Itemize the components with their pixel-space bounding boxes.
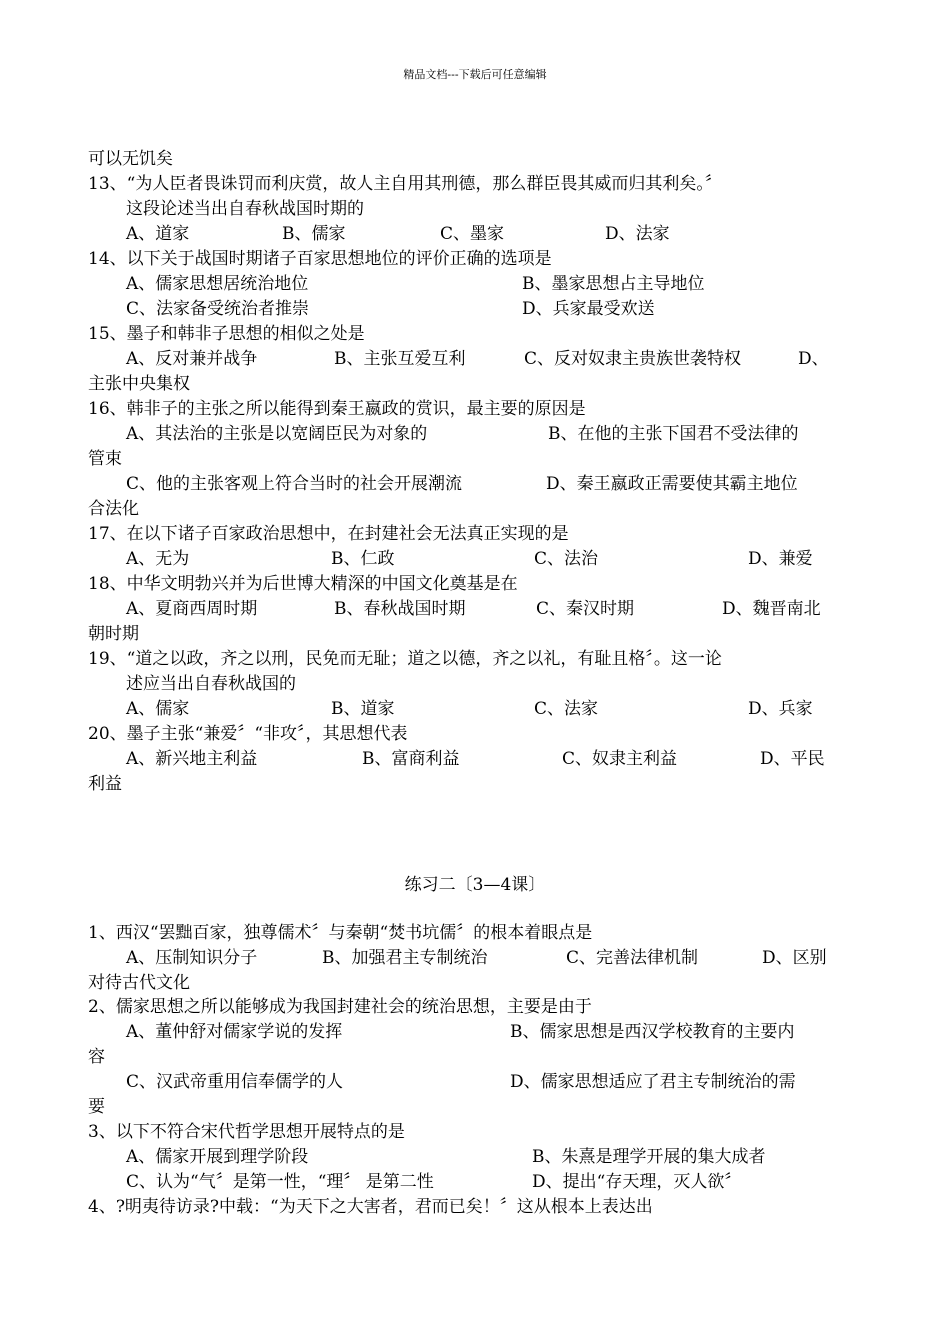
q20-option-d: D、平民 <box>760 749 825 769</box>
q19-stem: 19、“道之以政，齐之以刑，民免而无耻；道之以德，齐之以礼，有耻且格〞。这一论 <box>88 649 722 669</box>
q19-option-b: B、道家 <box>331 699 395 719</box>
p1-option-d-cont: 对待古代文化 <box>88 973 190 993</box>
p1-option-d: D、区别 <box>762 948 827 968</box>
q15-option-c: C、反对奴隶主贵族世袭特权 <box>524 349 742 369</box>
p3-stem: 3、以下不符合宋代哲学思想开展特点的是 <box>88 1122 405 1142</box>
p2-option-d-cont: 要 <box>88 1097 105 1117</box>
q13-stem-cont: 这段论述当出自春秋战国时期的 <box>126 199 364 219</box>
intro-tail: 可以无饥矣 <box>88 149 173 169</box>
q17-option-a: A、无为 <box>126 549 190 569</box>
q15-option-a: A、反对兼并战争 <box>126 349 258 369</box>
q17-option-d: D、兼爱 <box>748 549 813 569</box>
q16-option-d-cont: 合法化 <box>88 499 139 519</box>
q16-option-a: A、其法治的主张是以宽阔臣民为对象的 <box>126 424 428 444</box>
q13-option-d: D、法家 <box>605 224 670 244</box>
q16-stem: 16、韩非子的主张之所以能得到秦王嬴政的赏识，最主要的原因是 <box>88 399 586 419</box>
q19-option-c: C、法家 <box>534 699 599 719</box>
q13-option-a: A、道家 <box>126 224 190 244</box>
q14-option-c: C、法家备受统治者推崇 <box>126 299 310 319</box>
q18-stem: 18、中华文明勃兴并为后世博大精深的中国文化奠基是在 <box>88 574 518 594</box>
q20-option-b: B、富商利益 <box>362 749 460 769</box>
q16-option-b-cont: 管束 <box>88 449 122 469</box>
q15-option-b: B、主张互爱互利 <box>334 349 466 369</box>
q18-option-c: C、秦汉时期 <box>536 599 635 619</box>
q20-option-a: A、新兴地主利益 <box>126 749 258 769</box>
p2-option-d: D、儒家思想适应了君主专制统治的需 <box>510 1072 796 1092</box>
q17-stem: 17、在以下诸子百家政治思想中，在封建社会无法真正实现的是 <box>88 524 569 544</box>
q18-option-d: D、魏晋南北 <box>722 599 821 619</box>
p2-option-a: A、董仲舒对儒家学说的发挥 <box>126 1022 343 1042</box>
q18-option-a: A、夏商西周时期 <box>126 599 258 619</box>
p2-option-b: B、儒家思想是西汉学校教育的主要内 <box>510 1022 795 1042</box>
page-header: 精品文档---下载后可任意编辑 <box>403 68 547 81</box>
q17-option-b: B、仁政 <box>331 549 395 569</box>
q19-option-d: D、兵家 <box>748 699 813 719</box>
q17-option-c: C、法治 <box>534 549 599 569</box>
q16-option-b: B、在他的主张下国君不受法律的 <box>548 424 799 444</box>
p1-option-a: A、压制知识分子 <box>126 948 258 968</box>
q13-option-b: B、儒家 <box>282 224 346 244</box>
q14-option-b: B、墨家思想占主导地位 <box>522 274 705 294</box>
p2-option-b-cont: 容 <box>88 1047 105 1067</box>
p3-option-c: C、认为“气〞是第一性，“理〞 是第二性 <box>126 1172 434 1192</box>
q20-stem: 20、墨子主张“兼爱〞“非攻〞，其思想代表 <box>88 724 408 744</box>
p1-stem: 1、西汉“罢黜百家，独尊儒术〞与秦朝“焚书坑儒〞的根本着眼点是 <box>88 923 593 943</box>
p3-option-b: B、朱熹是理学开展的集大成者 <box>532 1147 766 1167</box>
p2-option-c: C、汉武帝重用信奉儒学的人 <box>126 1072 344 1092</box>
p4-stem: 4、?明夷待访录?中载：“为天下之大害者，君而已矣！〞这从根本上表达出 <box>88 1197 653 1217</box>
q20-option-c: C、奴隶主利益 <box>562 749 678 769</box>
q13-stem: 13、“为人臣者畏诛罚而利庆赏，故人主自用其刑德，那么群臣畏其威而归其利矣。〞 <box>88 174 722 194</box>
q15-option-d: D、 <box>798 349 829 369</box>
p1-option-c: C、完善法律机制 <box>566 948 699 968</box>
q14-option-d: D、兵家最受欢送 <box>522 299 655 319</box>
q14-option-a: A、儒家思想居统治地位 <box>126 274 309 294</box>
q20-option-d-cont: 利益 <box>88 774 122 794</box>
q14-stem: 14、以下关于战国时期诸子百家思想地位的评价正确的选项是 <box>88 249 552 269</box>
q19-option-a: A、儒家 <box>126 699 190 719</box>
q18-option-b: B、春秋战国时期 <box>334 599 466 619</box>
section-title: 练习二〔3—4课〕 <box>404 875 546 895</box>
q15-option-d-cont: 主张中央集权 <box>88 374 190 394</box>
q15-stem: 15、墨子和韩非子思想的相似之处是 <box>88 324 365 344</box>
q16-option-d: D、秦王嬴政正需要使其霸主地位 <box>546 474 798 494</box>
q16-option-c: C、他的主张客观上符合当时的社会开展潮流 <box>126 474 463 494</box>
p1-option-b: B、加强君主专制统治 <box>322 948 488 968</box>
q19-stem-cont: 述应当出自春秋战国的 <box>126 674 296 694</box>
p3-option-a: A、儒家开展到理学阶段 <box>126 1147 309 1167</box>
p2-stem: 2、儒家思想之所以能够成为我国封建社会的统治思想，主要是由于 <box>88 997 592 1017</box>
q13-option-c: C、墨家 <box>440 224 505 244</box>
q18-option-d-cont: 朝时期 <box>88 624 139 644</box>
p3-option-d: D、提出“存天理，灭人欲〞 <box>532 1172 742 1192</box>
